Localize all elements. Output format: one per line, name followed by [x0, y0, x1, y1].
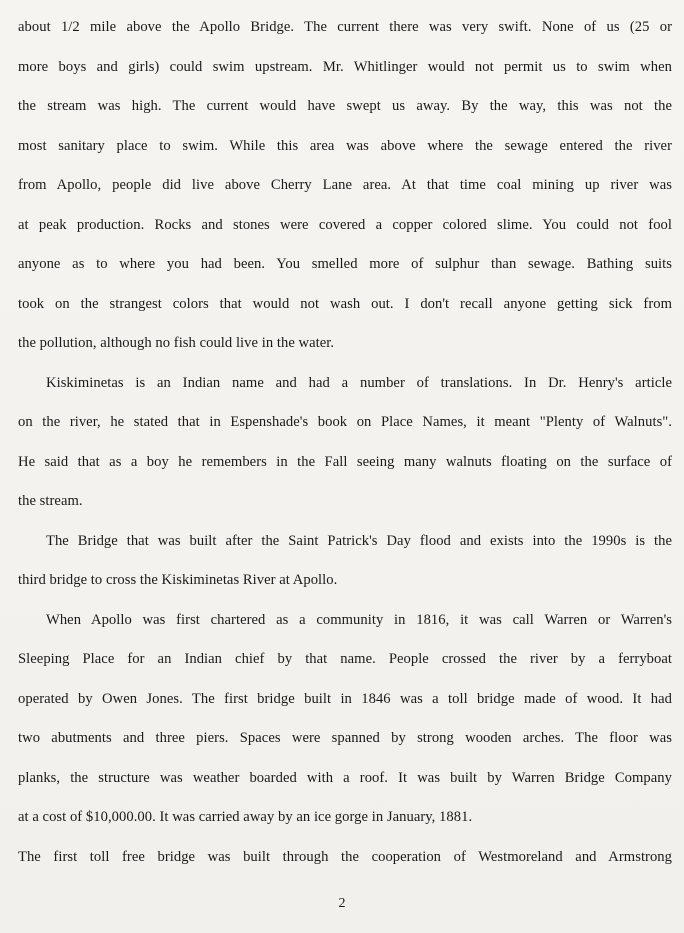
text-line: took on the strangest colors that would not wash out. I don't recall anyone getting sick from	[18, 295, 672, 312]
text-line: at peak production. Rocks and stones were covered a copper colored slime. You could not fool	[18, 216, 672, 233]
text-line: from Apollo, people did live above Cherry Lane area. At that time coal mining up river was	[18, 177, 672, 193]
text-line: anyone as to where you had been. You smelled more of sulphur than sewage. Bathing suits	[18, 256, 672, 272]
text-line: He said that as a boy he remembers in the Fall seeing many walnuts floating on the surface of	[18, 453, 672, 470]
text-line: on the river, he stated that in Espenshade's book on Place Names, it meant "Plenty of Walnuts".	[18, 414, 672, 430]
text-line: operated by Owen Jones. The first bridge built in 1846 was a toll bridge made of wood. It had	[18, 690, 672, 707]
text-line: the stream was high. The current would have swept us away. By the way, this was not the	[18, 98, 672, 114]
body-text	[18, 16, 672, 885]
text-line: the pollution, although no fish could live in the water.	[18, 335, 335, 351]
text-line: Sleeping Place for an Indian chief by that name. People crossed the river by a ferryboat	[18, 651, 672, 667]
text-line: about 1/2 mile above the Apollo Bridge. The current there was very swift. None of us (25 or	[18, 19, 672, 35]
text-line: at a cost of $10,000.00. It was carried away by an ice gorge in January, 1881.	[18, 809, 473, 825]
text-line: more boys and girls) could swim upstream. Mr. Whitlinger would not permit us to swim when	[18, 58, 672, 75]
text-line: Kiskiminetas is an Indian name and had a number of translations. In Dr. Henry's article	[46, 374, 672, 391]
text-line: two abutments and three piers. Spaces were spanned by strong wooden arches. The floor was	[18, 730, 672, 746]
text-line: When Apollo was first chartered as a community in 1816, it was call Warren or Warren's	[46, 611, 672, 628]
text-line: The first toll free bridge was built through the cooperation of Westmoreland and Armstrong	[18, 848, 672, 865]
text-line: the stream.	[18, 493, 83, 509]
text-line: The Bridge that was built after the Saint Patrick's Day flood and exists into the 1990s is the	[46, 532, 672, 549]
page-number: 2	[338, 896, 346, 911]
text-line: most sanitary place to swim. While this area was above where the sewage entered the river	[18, 137, 672, 154]
text-line: planks, the structure was weather boarded with a roof. It was built by Warren Bridge Company	[18, 769, 672, 786]
text-line: third bridge to cross the Kiskiminetas River at Apollo.	[18, 572, 338, 588]
